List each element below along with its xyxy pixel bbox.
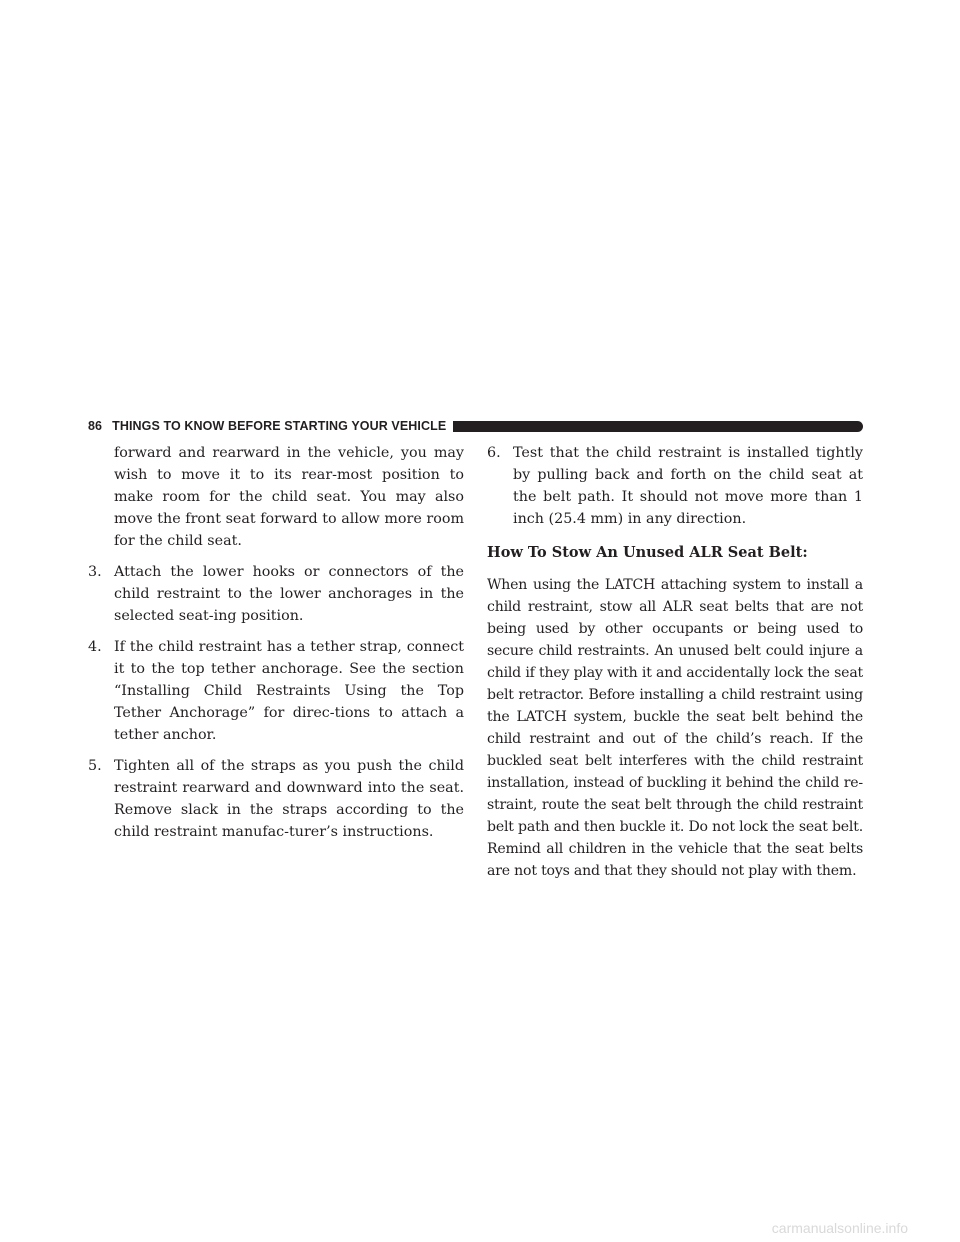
list-item	[88, 755, 464, 843]
list-item-text: If the child restraint has a tether strap, connect it to the top tether anchorage. See the section “Installing Child Restraints Using the Top Tether Anchorage” for direc-tions to attach a tether anchor.	[114, 639, 464, 743]
continuation-text: forward and rearward in the vehicle, you may wish to move it to its rear-most position to make room for the child seat. You may also move the front seat forward to allow more room for the child seat.	[114, 445, 464, 549]
body-paragraph: When using the LATCH attaching system to install a child restraint, stow all ALR seat belts that are not being used by other occupants or being used to secure child restraints. An unused belt could injure a child if they play with it and accidentally lock the seat belt retractor. Before installing a child restraint using the LATCH system, buckle the seat belt behind the child restraint and out of the child’s reach. If the buckled seat belt interferes with the child restraint installation, instead of buckling it behind the child re-straint, route the seat belt through the child restraint belt path and then buckle it. Do not lock the seat belt. Remind all children in the vehicle that the seat belts are not toys and that they should not play with them.	[487, 577, 863, 879]
list-item-text: Attach the lower hooks or connectors of the child restraint to the lower anchorages in the selected seat-ing position.	[114, 564, 464, 624]
list-item-number: 3.	[88, 564, 102, 580]
section-subheading: How To Stow An Unused ALR Seat Belt:	[487, 544, 808, 561]
list-item	[487, 442, 863, 530]
list-item-text: Test that the child restraint is installed tightly by pulling back and forth on the child seat at the belt path. It should not move more than 1 inch (25.4 mm) in any direction.	[513, 445, 863, 527]
list-item-number: 4.	[88, 639, 102, 655]
list-item-text: Tighten all of the straps as you push the child restraint rearward and downward into the seat. Remove slack in the straps according to the child restraint manufac-turer’s instructions.	[114, 758, 464, 840]
list-item	[88, 561, 464, 627]
left-column	[88, 442, 464, 852]
header-rule	[453, 421, 863, 432]
page-header	[88, 418, 863, 434]
right-column	[487, 442, 863, 882]
list-item-number: 5.	[88, 758, 102, 774]
page-number: 86	[88, 419, 103, 433]
list-item-number: 6.	[487, 445, 501, 461]
section-title: THINGS TO KNOW BEFORE STARTING YOUR VEHICLE	[112, 419, 447, 433]
footer-watermark: carmanualsonline.info	[771, 1220, 908, 1236]
list-item	[88, 636, 464, 746]
